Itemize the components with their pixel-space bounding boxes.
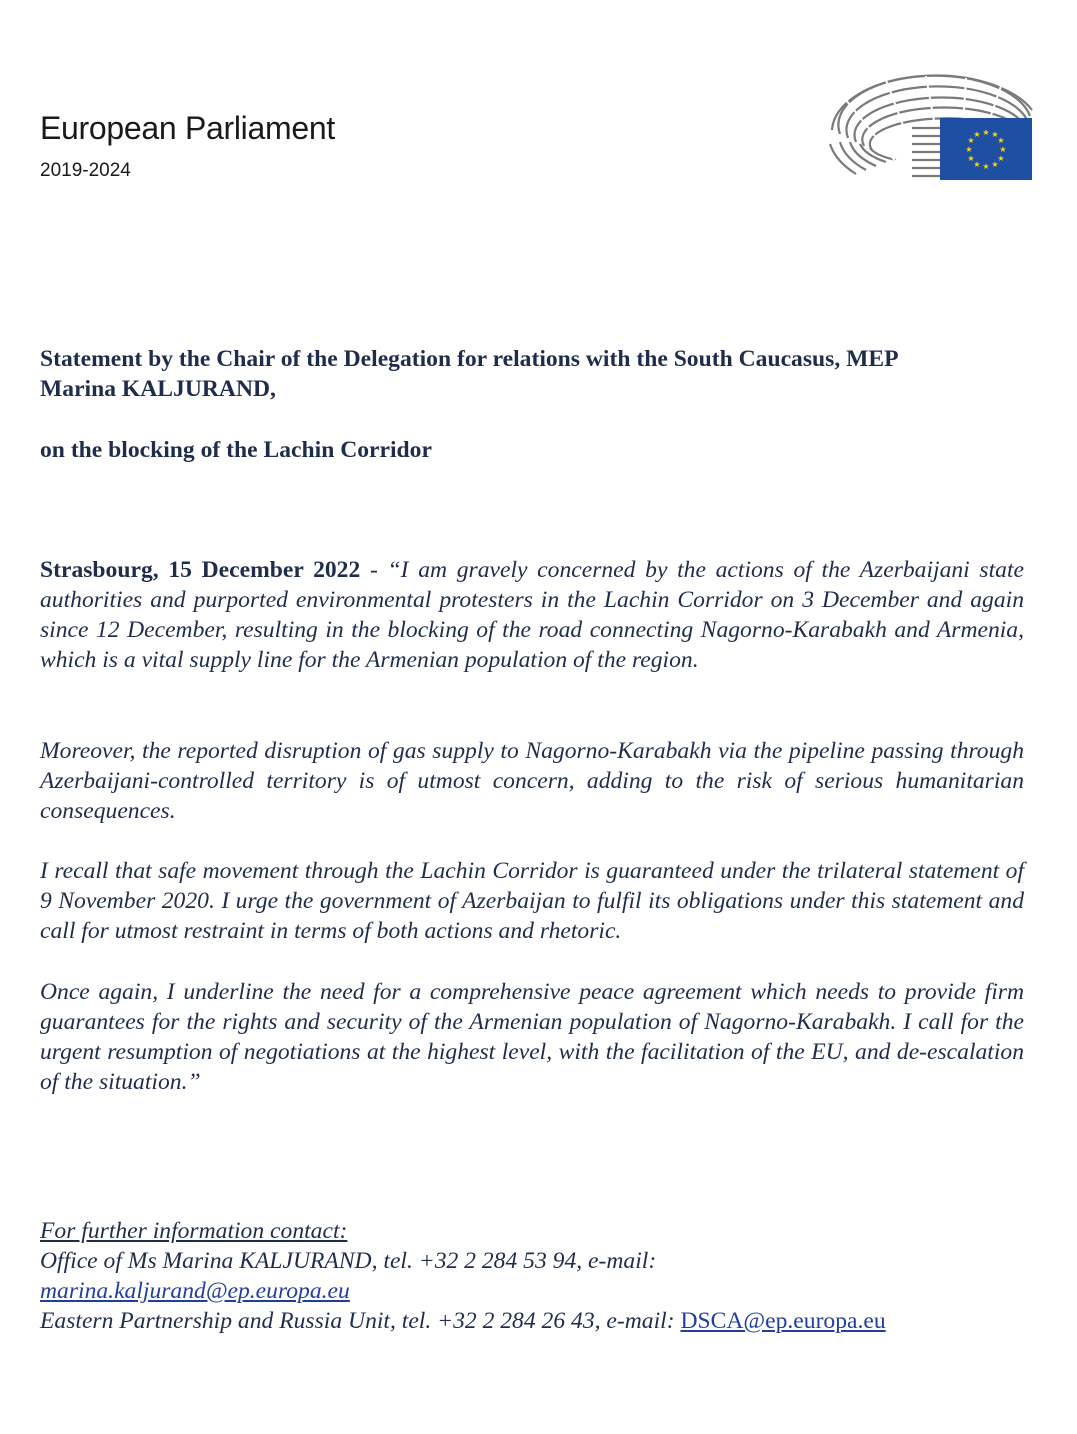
svg-text:★: ★: [982, 128, 990, 137]
unit-email-link[interactable]: DSCA@ep.europa.eu: [680, 1308, 886, 1334]
dateline: Strasbourg, 15 December 2022: [40, 557, 361, 583]
paragraph-4-text: Once again, I underline the need for a comprehensive peace agreement which needs to provide firm guarantees for the rights and security of the Armenian population of Nagorno-Karabakh. I call for the urgent resumption of negotiations at the highest level, with the facilitation of the EU, and de-escalation of the situation.”: [40, 979, 1024, 1095]
paragraph-1-text: “I am gravely concerned by the actions of the Azerbaijani state authorities and purported environmental protesters in the Lachin Corridor on 3 December and again since 12 December, resulting in the blocking of the road connecting Nagorno-Karabakh and Armenia, which is a vital supply line for the Armenian population of the region.: [40, 557, 1024, 673]
svg-text:★: ★: [973, 160, 981, 169]
svg-text:★: ★: [991, 130, 999, 139]
svg-text:★: ★: [997, 136, 1005, 145]
svg-text:★: ★: [997, 154, 1005, 163]
contact-heading: For further information contact:: [40, 1218, 348, 1244]
svg-text:★: ★: [967, 154, 975, 163]
dateline-dash: -: [360, 557, 388, 583]
contact-info: [40, 1216, 1030, 1336]
unit-contact-line: [40, 1306, 1030, 1336]
european-parliament-logo: [826, 70, 1036, 182]
paragraph-2-text: Moreover, the reported disruption of gas supply to Nagorno-Karabakh via the pipeline passing through Azerbaijani-controlled territory is of utmost concern, adding to the risk of serious humanitarian consequences.: [40, 738, 1024, 824]
svg-text:★: ★: [973, 130, 981, 139]
paragraph-3: [40, 856, 1024, 946]
paragraph-2: [40, 736, 1024, 826]
title-line-2: Marina KALJURAND,: [40, 376, 276, 402]
unit-contact-text: Eastern Partnership and Russia Unit, tel. +32 2 284 26 43, e-mail:: [40, 1308, 681, 1334]
office-contact-line: Office of Ms Marina KALJURAND, tel. +32 2 284 53 94, e-mail:: [40, 1248, 657, 1274]
paragraph-4: [40, 977, 1024, 1097]
svg-text:★: ★: [999, 145, 1007, 154]
parliament-term: 2019-2024: [40, 160, 131, 181]
title-line-1: Statement by the Chair of the Delegation for relations with the South Caucasus, MEP: [40, 346, 899, 372]
paragraph-3-text: I recall that safe movement through the Lachin Corridor is guaranteed under the trilateral statement of 9 November 2020. I urge the government of Azerbaijan to fulfil its obligations under this statement and call for utmost restraint in terms of both actions and rhetoric.: [40, 858, 1024, 944]
org-name: European Parliament: [40, 110, 335, 146]
svg-text:★: ★: [982, 162, 990, 171]
statement-title: [40, 344, 1030, 404]
svg-text:★: ★: [965, 145, 973, 154]
svg-text:★: ★: [991, 160, 999, 169]
statement-subtitle: on the blocking of the Lachin Corridor: [40, 437, 432, 463]
paragraph-1: [40, 555, 1024, 675]
svg-text:★: ★: [967, 136, 975, 145]
office-email-link[interactable]: marina.kaljurand@ep.europa.eu: [40, 1278, 350, 1304]
flag-rows: [912, 128, 940, 176]
